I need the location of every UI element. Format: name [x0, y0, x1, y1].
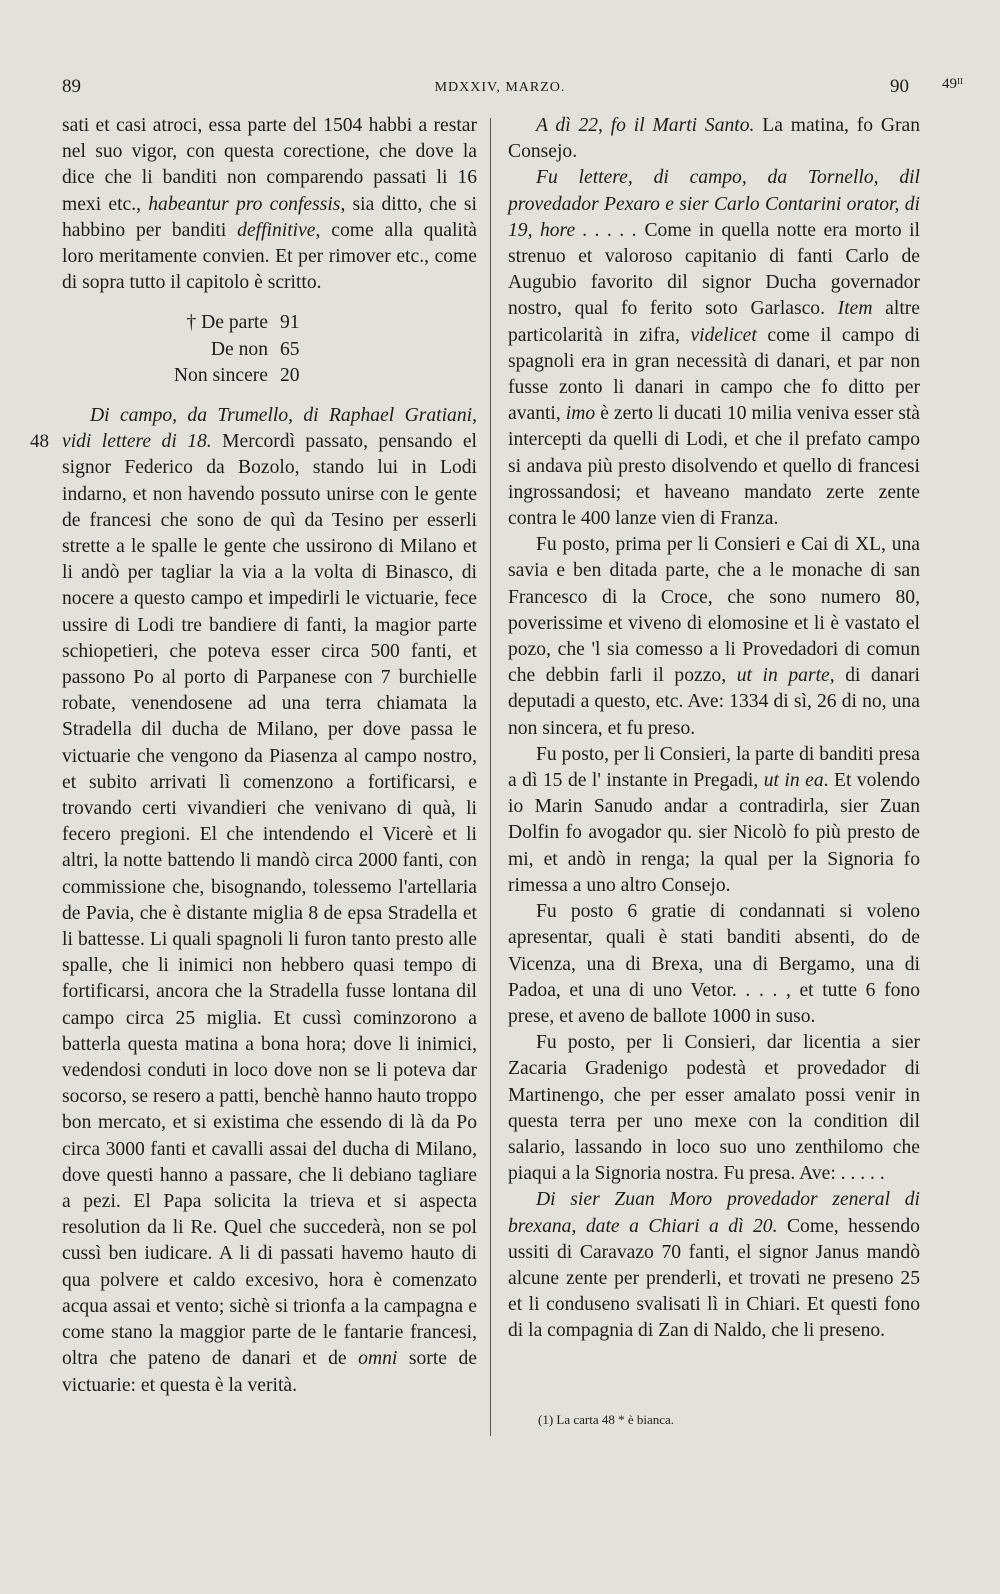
right-column	[508, 113, 920, 1345]
paragraph: A dì 22, fo il Marti Santo. La matina, fo Gran Consejo.	[508, 115, 921, 163]
left-column	[62, 113, 477, 1399]
paragraph: Di campo, da Trumello, di Raphael Gratiani, vidi lettere di 18. Mercordì passato, pensando el signor Federico da Bozolo, stando lui in Lodi indarno, et non havendo possuto unirse con le gente de francesi che sono de quì da Tesino per esserli strette a le spalle le gente che ussirono di Milano et li andò per tagliar la via a la volta di Binasco, di nocere a questo campo et impedirli le victuarie, fece ussire di Lodi tre bandiere di fanti, la magior parte schiopetieri, che poteva esser circa 500 fanti, et passono Po al porto di Parpanese con 7 burchielle robate, venendosene ad una terra chiamata la Stradella dil ducha de Milano, per dove passa le victuarie che vengono da Piasenza al campo nostro, et subito arrivati lì comenzono a fortificarsi, e trovando certi vivandieri che venivano di quà, li fecero pregioni. El che intendendo el Vicerè et li altri, la notte battendo li mandò circa 2000 fanti, con commissione che, bisognando, tolessemo l'artellaria de Pavia, che è distante miglia 8 de epsa Stradella et li battesse. Li quali spagnoli li furon tanto presto alle spalle, che li inimici non hebbero quasi tempo di fortificarsi, ancora che la Stradella fusse lontana dil campo circa 25 miglia. Et cussì cominzorono a batterla questa matina a bona hora; dove li inimici, vedendosi conduti in loco dove non se li poteva dar socorso, se resero a patti, benchè hanno hauto troppo bon mercato, et si existima che essendo di là da Po circa 3000 fanti et cavalli assai del ducha di Milano, dove questi hanno a passare, che li debiano tagliare a pezi. El Papa solicita la trieva et si aspecta resolution da li Re. Quel che succederà, non se pol cussì ben iudicare. A li di passati havemo hauto di qua polvere et caldo excesivo, hora è comenzato acqua assai et vento; sichè si trionfa a la campagna e come stano la maggior parte de le fantarie francesi, oltra che pateno de danari et de omni sorte de victuarie: et questa è la verità.	[62, 404, 477, 1396]
paragraph: sati et casi atroci, essa parte del 1504 habbi a restar nel suo vigor, con questa corectione, che dove la dice che li banditi non comparendo passati li 16 mexi etc., habeantur pro confessis, sia ditto, che si habbino per banditi deffinitive, come alla qualità loro meritamente convien. Et per rimover etc., come di sopra tutto il capitolo è scritto.	[62, 115, 478, 294]
vote-row: De non 65	[210, 338, 300, 360]
paragraph: Fu posto, per li Consieri, la parte di banditi presa a dì 15 de l' instante in Pregadi, ut in ea. Et volendo io Marin Sanudo andar a contradirla, sier Zuan Dolfin fo avogador qu. sier Nicolò fo più presto de mi, et andò in renga; la qual per la Signoria fo rimessa a uno altro Consejo.	[508, 743, 921, 896]
vote-row: † De parte 91	[186, 312, 300, 334]
page-number-right: 90	[890, 76, 909, 97]
page-number-left: 89	[62, 76, 81, 97]
paragraph: Fu posto, prima per li Consieri e Cai di XL, una savia e ben ditada parte, che a le monache di san Francesco di la Croce, che sono numero 80, poverissime et viveno di elomosine et li è vastato el pozo, che 'l sia comesso a li Provedadori di comun che debbin farli il pozzo, ut in parte, di danari deputadi a questo, etc. Ave: 1334 di sì, 26 di no, una non sincera, et fu preso.	[508, 534, 920, 739]
paragraph: Fu lettere, di campo, da Tornello, dil provedador Pexaro e sier Carlo Contarini orator, di 19, hore . . . . . Come in quella notte era morto il strenuo et valoroso capitanio di fanti Carlo de Augubio favorito dil signor Ducha governador nostro, qual fo ferito soto Garlasco. Item altre particolarità in zifra, videlicet come il campo di spagnoli era in gran necessità di danari, et par non fusse zonto li danari in campo che fo ditto per avanti, imo è zerto li ducati 10 milia veniva esser stà intercepti da quelli di Lodi, et che il prefato campo si andava più presto disolvendo et quello di francesi ingrossandosi; et haveano mandato zerte zente contra le 400 lanze vien di Franza.	[508, 167, 920, 530]
margin-folio-right: 49ᴵᴵ	[942, 76, 963, 92]
margin-folio-left: 48	[30, 431, 49, 452]
paragraph: Di sier Zuan Moro provedador zeneral di brexana, date a Chiari a dì 20. Come, hessendo ussiti di Caravazo 70 fanti, el signor Janus mandò alcune zente per prenderli, et trovati ne preseno 25 et li conduseno svalisati lì in Chiari. Et questi fono di la compagnia di Zan di Naldo, che li preseno.	[508, 1189, 920, 1342]
column-divider	[490, 118, 491, 1436]
footnote: (1) La carta 48 * è bianca.	[538, 1412, 675, 1427]
paragraph: Fu posto 6 gratie di condannati si voleno apresentar, quali è stati banditi absenti, do de Vicenza, una di Brexa, una di Bergamo, una di Padoa, et una di uno Vetor. . . . , et tutte 6 fono prese, et aveno de ballote 1000 in suso.	[508, 901, 920, 1027]
vote-tally	[62, 310, 477, 389]
running-title: MDXXIV, MARZO.	[434, 80, 566, 95]
paragraph: Fu posto, per li Consieri, dar licentia a sier Zacaria Gradenigo podestà et provedador di Martinengo, che per esser amalato possi venir in questa terra per uno mexe con la condition dil salario, lassando in loco suo uno zenthilomo che piaqui a la Signoria nostra. Fu presa. Ave: . . . . .	[508, 1032, 920, 1185]
vote-row: Non sincere 20	[173, 364, 300, 386]
